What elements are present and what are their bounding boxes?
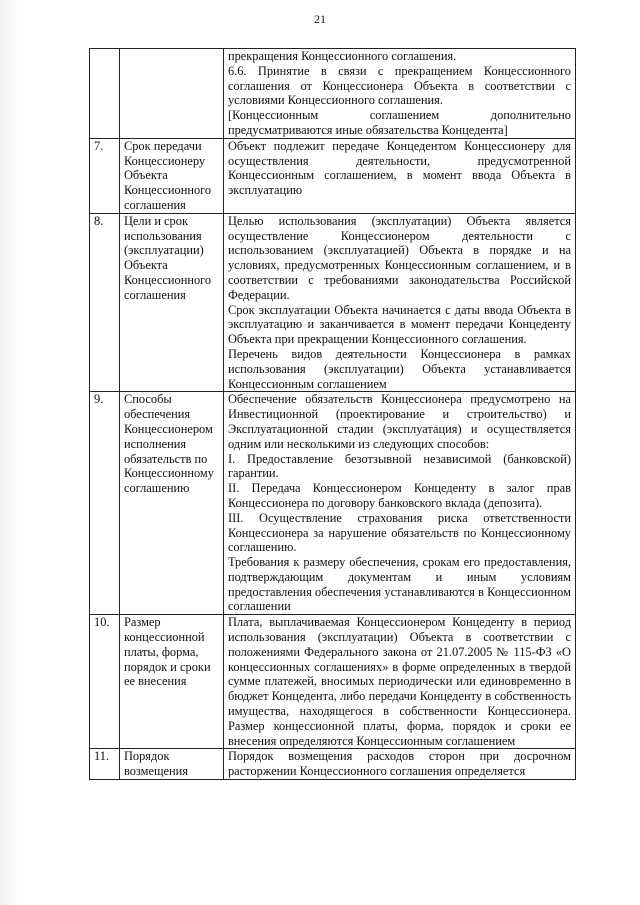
row-number: 8.	[90, 213, 120, 392]
content-paragraph: [Концессионным соглашением дополнительно предусматриваются иные обязательства Концедента]	[227, 108, 571, 137]
content-paragraph: II. Передача Концессионером Концеденту в залог прав Концессионера по договору банковского вклада (депозита).	[227, 481, 571, 510]
table-body	[90, 49, 576, 780]
content-paragraph: I. Предоставление безотзывной независимой (банковской) гарантии.	[227, 451, 571, 481]
content-paragraph: III. Осуществление страхования риска ответственности Концессионера за нарушение обязательств по Концессионному соглашению.	[227, 510, 571, 555]
row-number: 10.	[90, 615, 120, 749]
row-content	[223, 49, 575, 139]
row-number: 11.	[90, 749, 120, 780]
scan-edge	[0, 0, 18, 905]
row-heading: Порядок возмещения	[119, 749, 223, 780]
content-paragraph: Требования к размеру обеспечения, срокам его предоставления, подтверждающим документам и иным условиям предоставления обеспечения устанавливаются в Концессионном соглашении	[227, 555, 571, 614]
row-heading: Размер концессионной платы, форма, порядок и сроки ее внесения	[119, 615, 223, 749]
row-content	[223, 392, 575, 615]
page-number: 21	[314, 12, 326, 26]
content-paragraph: Объект подлежит передаче Концедентом Концессионеру для осуществления деятельности, предусмотренной Концессионным соглашением, в момент ввода Объекта в эксплуатацию	[227, 138, 571, 198]
row-heading	[119, 49, 223, 139]
content-paragraph: Целью использования (эксплуатации) Объекта является осуществление Концессионером деятельности с использованием (эксплуатацией) Объекта в порядке и на условиях, предусмотренных Концессионным соглашением, и в соответствии с требованиями законодательства Российской Федерации.	[227, 213, 571, 302]
row-number	[90, 49, 120, 139]
table-row	[90, 213, 576, 392]
row-content	[223, 749, 575, 780]
row-heading: Цели и срок использования (эксплуатации) Объекта Концессионного соглашения	[119, 213, 223, 392]
row-heading: Способы обеспечения Концессионером исполнения обязательств по Концессионному соглашению	[119, 392, 223, 615]
content-paragraph: Срок эксплуатации Объекта начинается с даты ввода Объекта в эксплуатацию и заканчивается в момент передачи Концеденту Объекта при прекращении Концессионного соглашения.	[227, 302, 571, 347]
content-paragraph: прекращения Концессионного соглашения.	[227, 49, 457, 63]
row-content	[223, 213, 575, 392]
row-content	[223, 138, 575, 213]
table-row	[90, 138, 576, 213]
content-paragraph: Плата, выплачиваемая Концессионером Концеденту в период использования (эксплуатации) Объекта в соответствии с положениями Федерального закона от 21.07.2005 № 115-ФЗ «О концессионных соглашениях» в форме определенных в твердой сумме платежей, вносимых периодически или единовременно в бюджет Концедента, либо передачи Концеденту в собственность имущества, находящегося в собственности Концессионера. Размер концессионной платы, форма, порядок и сроки ее внесения определяются Концессионным соглашением	[227, 615, 571, 748]
table-row	[90, 49, 576, 139]
concession-terms-table	[89, 48, 576, 780]
row-content	[223, 615, 575, 749]
table-row	[90, 749, 576, 780]
content-paragraph: 6.6. Принятие в связи с прекращением Концессионного соглашения от Концессионера Объекта в соответствии с условиями Концессионного соглашения.	[227, 63, 571, 108]
content-paragraph: Обеспечение обязательств Концессионера предусмотрено на Инвестиционной (проектирование и строительство) и Эксплуатационной стадии (эксплуатация) и осуществляется одним или несколькими из следующих способов:	[227, 392, 571, 451]
row-heading: Срок передачи Концессионеру Объекта Концессионного соглашения	[119, 138, 223, 213]
row-number: 9.	[90, 392, 120, 615]
row-number: 7.	[90, 138, 120, 213]
content-paragraph: Порядок возмещения расходов сторон при досрочном расторжении Концессионного соглашения определяется	[227, 749, 571, 779]
table-row	[90, 615, 576, 749]
table-row	[90, 392, 576, 615]
content-paragraph: Перечень видов деятельности Концессионера в рамках использования (эксплуатации) Объекта устанавливается Концессионным соглашением	[227, 346, 571, 391]
